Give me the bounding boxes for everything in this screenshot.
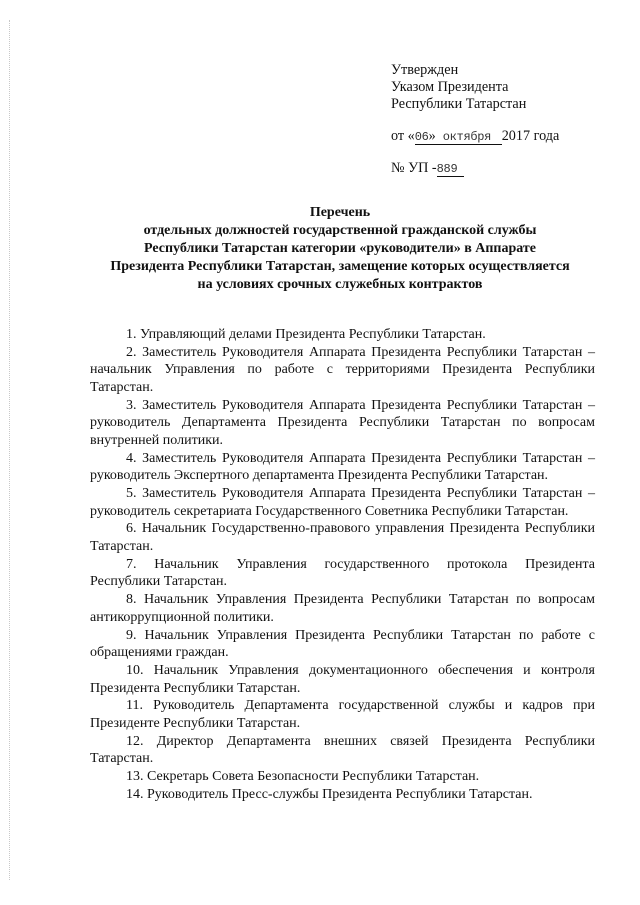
date-day: 06 [414,130,429,144]
date-suffix: 2017 года [501,128,560,144]
date-prefix: от « [391,128,415,144]
list-item: 7. Начальник Управления государственного протокола Президента Республики Татарстан. [90,556,595,590]
approval-line-decree: Указом Президента [391,79,509,95]
approval-line-republic: Республики Татарстан [391,96,527,112]
list-item: 12. Директор Департамента внешних связей Президента Республики Татарстан. [90,733,595,767]
list-item: 9. Начальник Управления Президента Республики Татарстан по работе с обращениями граждан. [90,627,595,661]
document-title [60,204,620,294]
list-item: 13. Секретарь Совета Безопасности Республики Татарстан. [126,769,480,785]
number-prefix: № УП - [391,160,437,176]
date-month: октября [442,130,492,144]
title-line: отдельных должностей государственной гражданской службы [143,223,537,238]
title-line: на условиях срочных служебных контрактов [197,277,483,292]
title-line: Перечень [309,205,371,220]
list-item: 11. Руководитель Департамента государственной службы и кадров при Президенте Республики Татарстан. [90,698,595,731]
date-mid: » [428,128,436,144]
title-line: Республики Татарстан категории «руководители» в Аппарате [143,241,537,256]
list-item: 10. Начальник Управления документационного обеспечения и контроля Президента Республики Татарстан. [90,662,595,696]
number-value: 889 [436,162,458,176]
approval-stamp [391,62,621,177]
number-underline [437,161,465,177]
positions-list [90,326,595,804]
list-item: 3. Заместитель Руководителя Аппарата Президента Республики Татарстан – руководитель Департамента Президента Республики Татарстан по вопросам внутренней политики. [90,397,595,448]
approval-line-approved: Утвержден [391,62,459,78]
title-line: Президента Республики Татарстан, замещение которых осуществляется [110,259,570,274]
list-item: 8. Начальник Управления Президента Республики Татарстан по вопросам антикоррупционной политики. [90,592,595,625]
approval-number [391,160,621,177]
list-item: 6. Начальник Государственно-правового управления Президента Республики Татарстан. [90,521,595,555]
approval-date [391,128,621,145]
list-item: 4. Заместитель Руководителя Аппарата Президента Республики Татарстан – руководитель Экспертного департамента Президента Республики Татарстан. [90,450,595,484]
binding-edge-marks [9,20,10,880]
list-item: 5. Заместитель Руководителя Аппарата Президента Республики Татарстан – руководитель секретариата Государственного Советника Республики Татарстан. [90,486,595,519]
date-day-underline [415,129,502,145]
list-item: 1. Управляющий делами Президента Республики Татарстан. [126,327,486,342]
list-item: 14. Руководитель Пресс-службы Президента Республики Татарстан. [126,786,533,802]
list-item: 2. Заместитель Руководителя Аппарата Президента Республики Татарстан – начальник Управления по работе с территориями Президента Республики Татарстан. [90,344,595,395]
